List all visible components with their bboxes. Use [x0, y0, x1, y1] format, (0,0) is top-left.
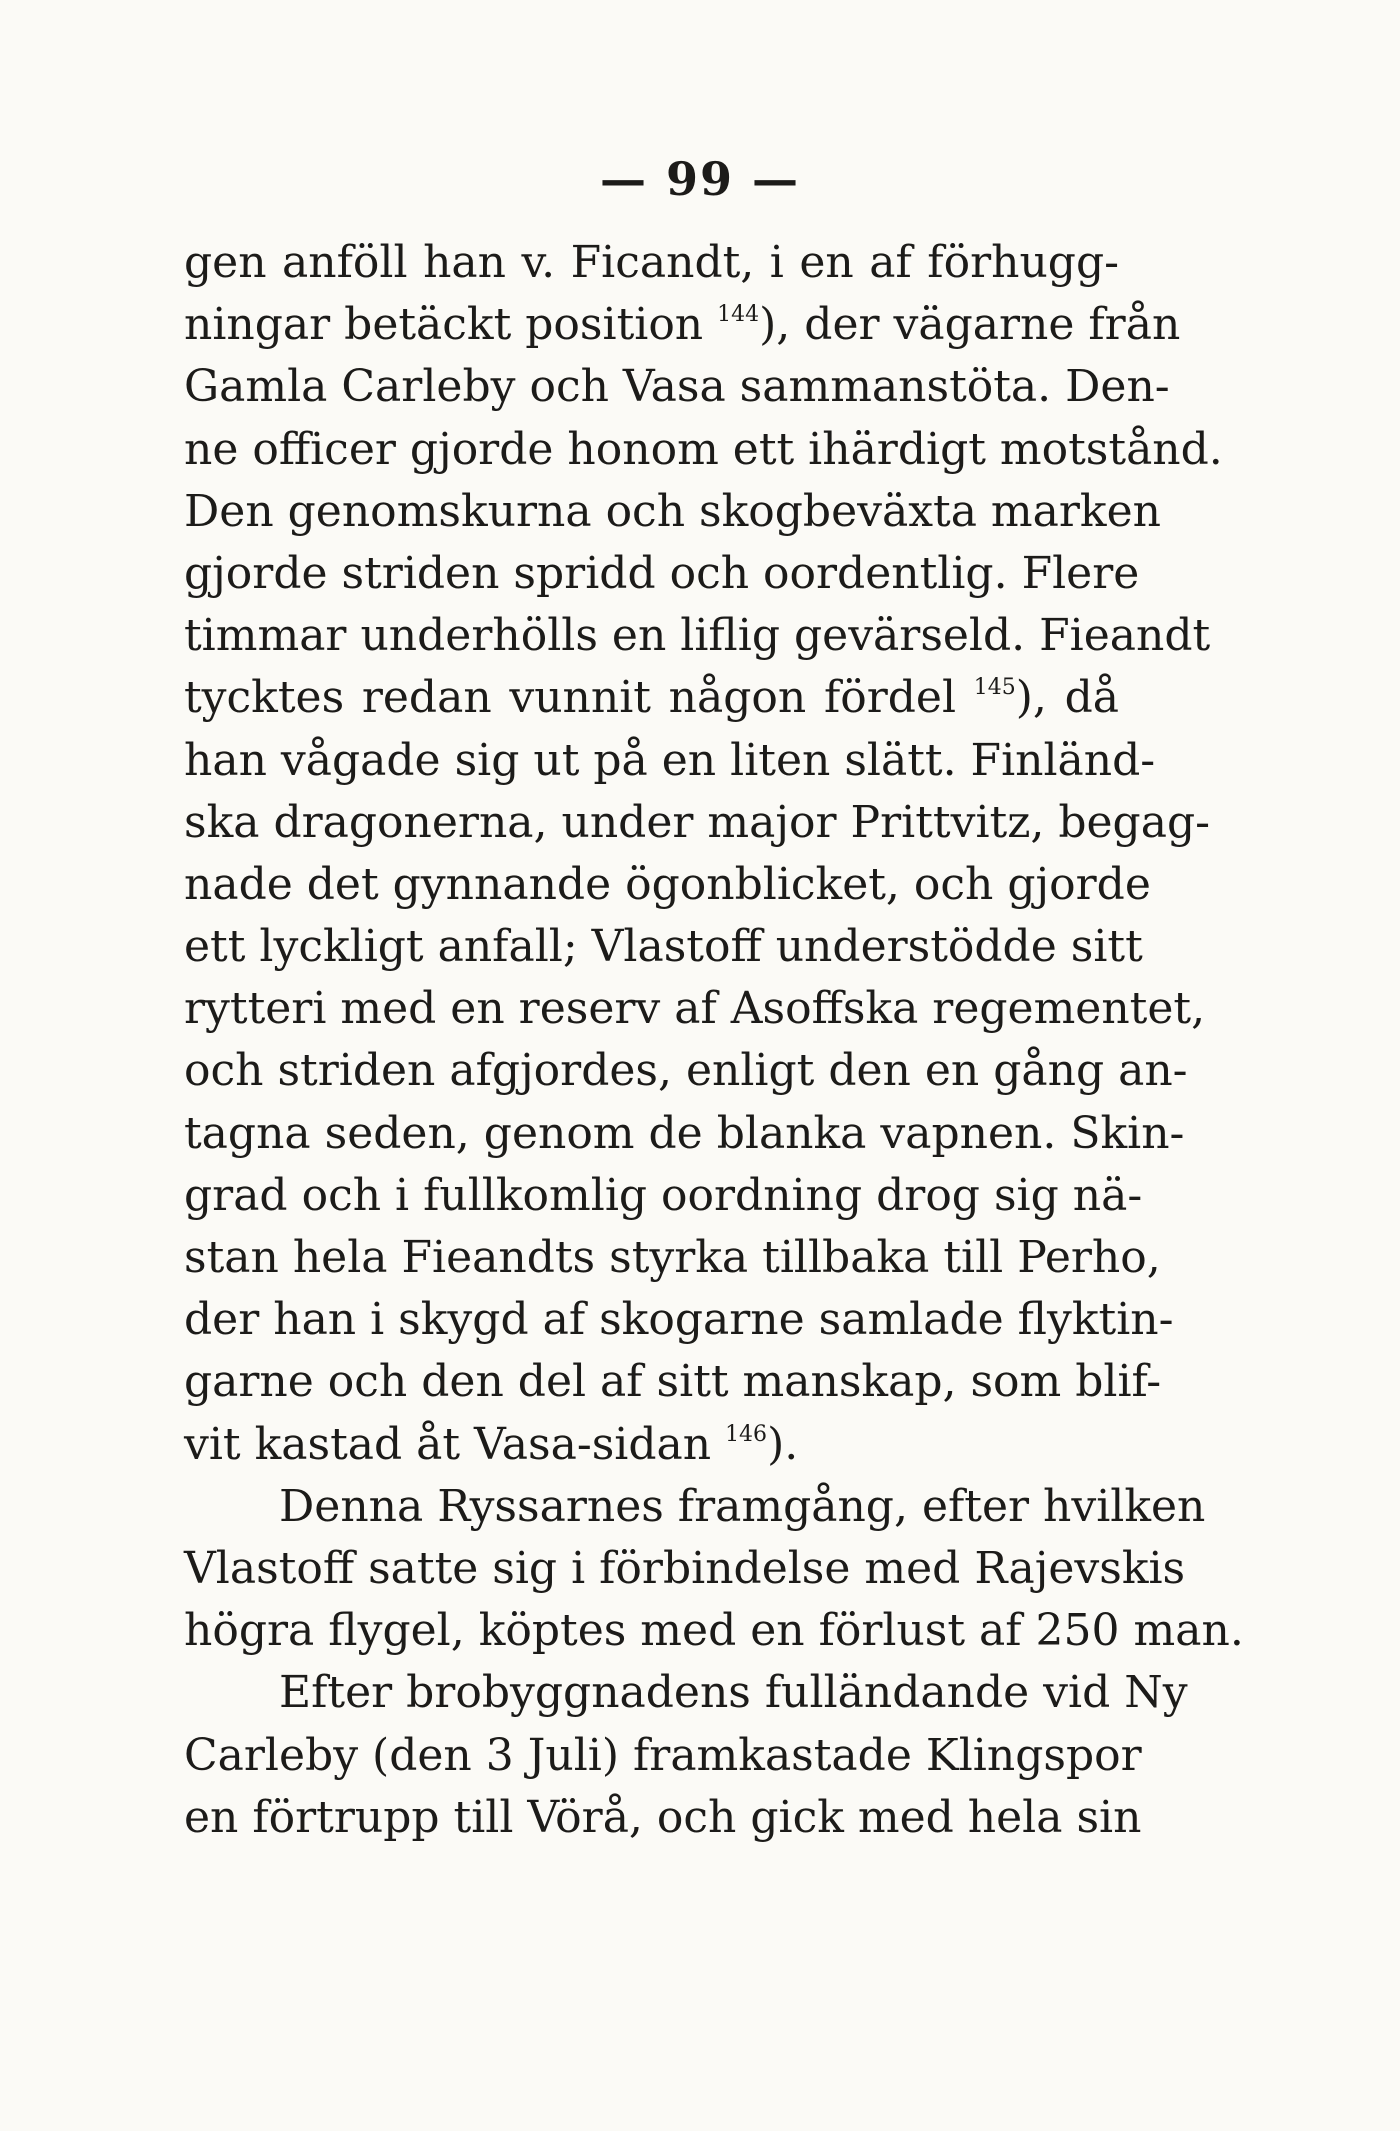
text-line — [184, 978, 1206, 1040]
text-line — [184, 1600, 1244, 1662]
footnote-marker: 146 — [725, 1421, 768, 1447]
page-number-header: — 99 — — [599, 152, 801, 206]
line-text: timmar underhölls en liflig gevärseld. Fieandt — [184, 610, 1211, 662]
line-text: tagna seden, genom de blanka vapnen. Skin- — [184, 1107, 1185, 1159]
text-line — [184, 792, 1210, 854]
line-text: ne officer gjorde honom ett ihärdigt motstånd. — [184, 423, 1223, 475]
line-text-continued: ), då — [1015, 672, 1119, 724]
line-text: nade det gynnande ögonblicket, och gjorde — [184, 858, 1151, 910]
text-line — [184, 419, 1223, 481]
text-line — [184, 1538, 1186, 1600]
text-line — [184, 1103, 1185, 1165]
line-text: grad och i fullkomlig oordning drog sig nä- — [184, 1169, 1143, 1221]
text-line — [184, 667, 1119, 729]
line-text: rytteri med en reserv af Asoffska regementet, — [184, 983, 1206, 1035]
line-text: ett lyckligt anfall; Vlastoff understödde sitt — [184, 921, 1143, 973]
text-line — [184, 1662, 1188, 1724]
line-text: tycktes redan vunnit någon fördel — [184, 672, 974, 724]
text-line — [184, 294, 1181, 356]
text-line — [184, 1165, 1143, 1227]
line-text: Denna Ryssarnes framgång, efter hvilken — [279, 1480, 1206, 1532]
line-text: Gamla Carleby och Vasa sammanstöta. Den- — [184, 361, 1170, 413]
text-line — [184, 1289, 1174, 1351]
text-line — [184, 730, 1156, 792]
text-line — [184, 1040, 1188, 1102]
text-line — [184, 1351, 1162, 1413]
text-line — [184, 1414, 1119, 1476]
line-text: gen anföll han v. Ficandt, i en af förhugg- — [184, 237, 1119, 288]
line-text: stan hela Fieandts styrka tillbaka till Perho, — [184, 1232, 1161, 1283]
line-text: gjorde striden spridd och oordentlig. Flere — [184, 547, 1140, 599]
text-line — [184, 916, 1143, 978]
line-text: Vlastoff satte sig i förbindelse med Rajevskis — [184, 1542, 1186, 1594]
text-line — [184, 1787, 1142, 1849]
line-text: vit kastad åt Vasa-sidan — [184, 1418, 726, 1470]
line-text: Den genomskurna och skogbeväxta marken — [184, 485, 1161, 537]
line-text: en förtrupp till Vörå, och gick med hela sin — [184, 1791, 1142, 1843]
body-text — [184, 232, 1244, 1849]
text-line — [184, 232, 1119, 294]
text-line — [184, 1725, 1142, 1787]
text-line — [184, 854, 1151, 916]
line-text: garne och den del af sitt manskap, som blif- — [184, 1356, 1162, 1408]
line-text: ningar betäckt position — [184, 299, 718, 351]
line-text: Efter brobyggnadens fulländande vid Ny — [279, 1667, 1188, 1719]
line-text-continued: ). — [767, 1418, 799, 1470]
text-line — [184, 481, 1161, 543]
line-text-continued: ), der vägarne från — [759, 299, 1181, 351]
line-text: ska dragonerna, under major Prittvitz, begag- — [184, 796, 1210, 848]
footnote-marker: 144 — [717, 302, 760, 328]
line-text: han vågade sig ut på en liten slätt. Finländ- — [184, 734, 1156, 786]
line-text: Carleby (den 3 Juli) framkastade Klingspor — [184, 1729, 1142, 1781]
footnote-marker: 145 — [973, 675, 1016, 701]
text-line — [184, 605, 1211, 667]
text-line — [184, 1476, 1206, 1538]
line-text: och striden afgjordes, enligt den en gång an- — [184, 1045, 1188, 1097]
text-line — [184, 543, 1140, 605]
line-text: högra flygel, köptes med en förlust af 250 man. — [184, 1605, 1244, 1657]
text-line — [184, 1227, 1161, 1289]
text-line — [184, 356, 1170, 418]
line-text: der han i skygd af skogarne samlade flyktin- — [184, 1294, 1174, 1346]
